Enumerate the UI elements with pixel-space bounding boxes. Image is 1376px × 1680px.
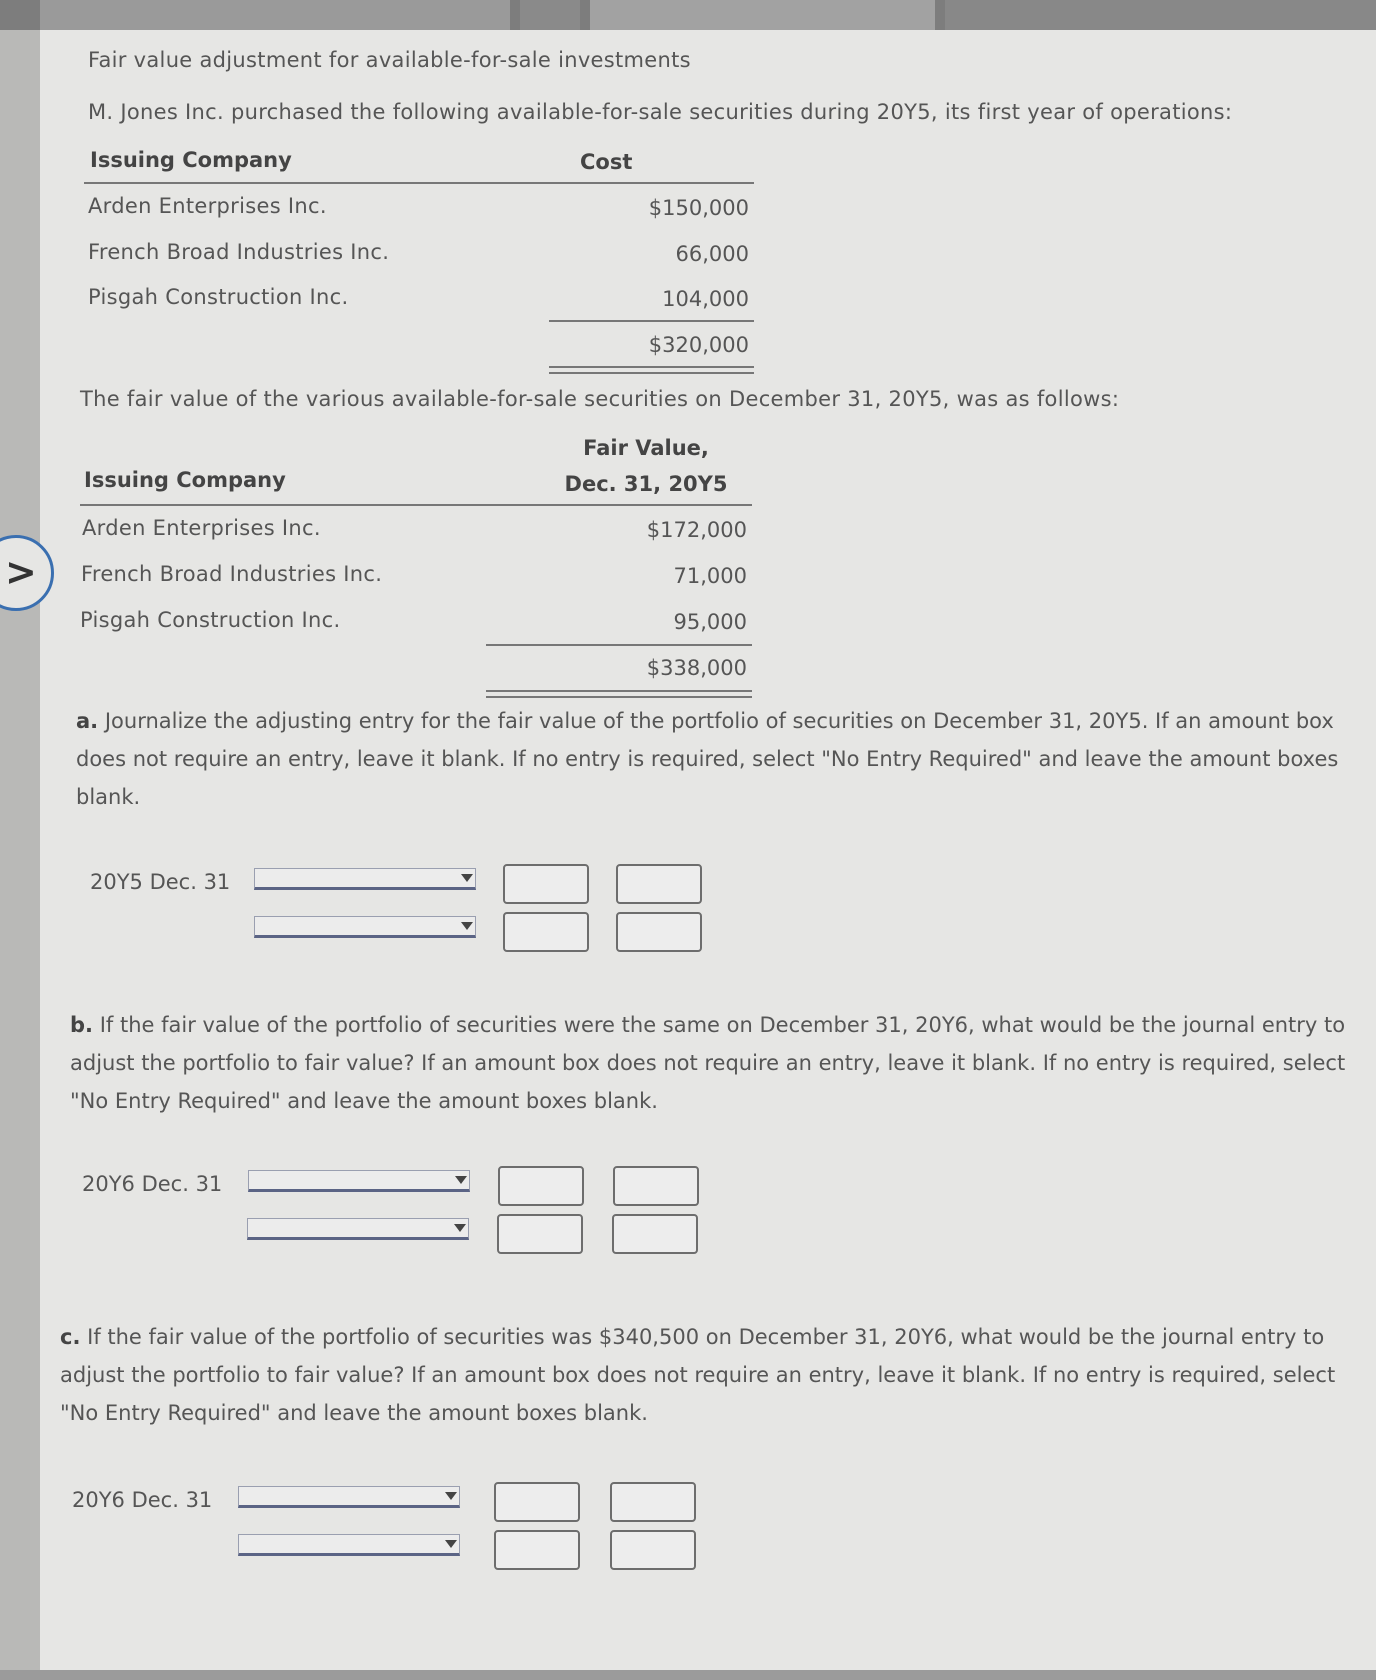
table-row-company: Arden Enterprises Inc. bbox=[82, 516, 321, 540]
part-c-debit-box-2[interactable] bbox=[494, 1530, 580, 1570]
bottom-bar bbox=[0, 1670, 1376, 1680]
part-a-credit-box-1[interactable] bbox=[616, 864, 702, 904]
top-bar-segment bbox=[945, 0, 1376, 30]
problem-intro: M. Jones Inc. purchased the following available-for-sale securities during 20Y5, its first year of operations: bbox=[88, 100, 1233, 124]
part-c-account-select-2[interactable] bbox=[238, 1534, 460, 1556]
part-c-credit-box-2[interactable] bbox=[610, 1530, 696, 1570]
part-b-credit-box-1[interactable] bbox=[613, 1166, 699, 1206]
table-row-value: 66,000 bbox=[675, 242, 749, 266]
part-a-letter: a. bbox=[76, 709, 99, 733]
table-row-company: Pisgah Construction Inc. bbox=[80, 608, 341, 632]
part-b-account-select-2[interactable] bbox=[247, 1218, 469, 1240]
part-c-text: If the fair value of the portfolio of securities was $340,500 on December 31, 20Y6, what would be the journal entry to adjust the portfolio to fair value? If an amount box does not require an entry, leave it blank. If no entry is required, select "No Entry Required" and leave the amount boxes blank. bbox=[60, 1325, 1336, 1425]
part-c-letter: c. bbox=[60, 1325, 81, 1349]
chevron-down-icon bbox=[455, 1176, 467, 1184]
cost-table-header-company: Issuing Company bbox=[90, 148, 292, 172]
part-c-instructions bbox=[60, 1318, 1350, 1432]
part-b-date-label: 20Y6 Dec. 31 bbox=[82, 1172, 223, 1196]
top-bar bbox=[0, 0, 1376, 30]
part-b-account-select-1[interactable] bbox=[248, 1170, 470, 1192]
part-b-credit-box-2[interactable] bbox=[612, 1214, 698, 1254]
part-b-debit-box-1[interactable] bbox=[498, 1166, 584, 1206]
chevron-down-icon bbox=[461, 874, 473, 882]
chevron-down-icon bbox=[445, 1540, 457, 1548]
part-c-credit-box-1[interactable] bbox=[610, 1482, 696, 1522]
problem-panel bbox=[40, 30, 1376, 1670]
part-a-date-label: 20Y5 Dec. 31 bbox=[90, 870, 231, 894]
chevron-down-icon bbox=[461, 922, 473, 930]
chevron-right-icon: > bbox=[5, 550, 37, 594]
cost-table-total-rule bbox=[549, 320, 754, 322]
part-b-debit-box-2[interactable] bbox=[497, 1214, 583, 1254]
table-row-company: French Broad Industries Inc. bbox=[88, 240, 390, 264]
part-a-account-select-2[interactable] bbox=[254, 916, 476, 938]
table-row-value: $150,000 bbox=[648, 196, 749, 220]
fv-table-total-rule bbox=[486, 644, 752, 646]
problem-title: Fair value adjustment for available-for-sale investments bbox=[88, 48, 691, 72]
part-c-date-label: 20Y6 Dec. 31 bbox=[72, 1488, 213, 1512]
chevron-down-icon bbox=[454, 1224, 466, 1232]
part-a-debit-box-2[interactable] bbox=[503, 912, 589, 952]
part-a-text: Journalize the adjusting entry for the fair value of the portfolio of securities on December 31, 20Y5. If an amount box does not require an entry, leave it blank. If no entry is required, select "No Entry Required" and leave the amount boxes blank. bbox=[76, 709, 1339, 809]
table-row-company: Arden Enterprises Inc. bbox=[88, 194, 327, 218]
part-c-account-select-1[interactable] bbox=[238, 1486, 460, 1508]
chevron-down-icon bbox=[445, 1492, 457, 1500]
table-row-value: 95,000 bbox=[673, 610, 747, 634]
part-b-letter: b. bbox=[70, 1013, 94, 1037]
top-bar-segment bbox=[520, 0, 580, 30]
fv-table-header-line2: Dec. 31, 20Y5 bbox=[564, 472, 728, 496]
part-c-debit-box-1[interactable] bbox=[494, 1482, 580, 1522]
fv-table-header-company: Issuing Company bbox=[84, 468, 286, 492]
cost-table-double-rule bbox=[549, 366, 754, 374]
cost-table-total: $320,000 bbox=[648, 333, 749, 357]
part-a-debit-box-1[interactable] bbox=[503, 864, 589, 904]
top-bar-segment bbox=[590, 0, 935, 30]
fv-table-header-rule bbox=[80, 504, 752, 506]
cost-table-header-rule bbox=[84, 182, 754, 184]
fv-table-header-line1: Fair Value, bbox=[583, 436, 709, 460]
part-b-instructions bbox=[70, 1006, 1360, 1120]
table-row-value: $172,000 bbox=[646, 518, 747, 542]
fv-table-total: $338,000 bbox=[646, 656, 747, 680]
fair-value-intro: The fair value of the various available-for-sale securities on December 31, 20Y5, was as follows: bbox=[80, 387, 1120, 411]
table-row-company: French Broad Industries Inc. bbox=[81, 562, 383, 586]
table-row-company: Pisgah Construction Inc. bbox=[88, 285, 349, 309]
part-a-account-select-1[interactable] bbox=[254, 868, 476, 890]
part-b-text: If the fair value of the portfolio of securities were the same on December 31, 20Y6, what would be the journal entry to adjust the portfolio to fair value? If an amount box does not require an entry, leave it blank. If no entry is required, select "No Entry Required" and leave the amount boxes blank. bbox=[70, 1013, 1346, 1113]
cost-table-header-cost: Cost bbox=[580, 150, 633, 174]
part-a-instructions bbox=[76, 702, 1366, 816]
top-bar-segment bbox=[40, 0, 510, 30]
fv-table-double-rule bbox=[486, 690, 752, 698]
table-row-value: 71,000 bbox=[673, 564, 747, 588]
part-a-credit-box-2[interactable] bbox=[616, 912, 702, 952]
table-row-value: 104,000 bbox=[662, 287, 749, 311]
